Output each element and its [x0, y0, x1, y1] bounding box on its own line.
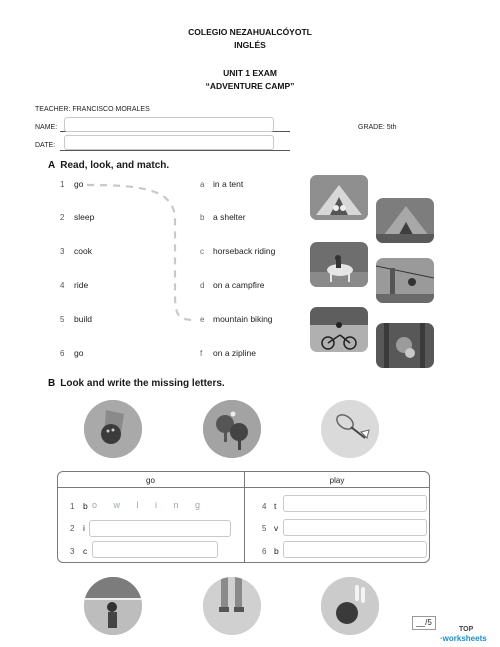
option-text: a shelter — [213, 212, 246, 222]
option-letter: f — [200, 349, 203, 358]
teacher-label: TEACHER: FRANCISCO MORALES — [35, 106, 150, 113]
badminton-circle-image — [321, 400, 379, 458]
answer-field-6[interactable] — [283, 541, 427, 558]
item-word: go — [74, 179, 84, 189]
item-number: 1 — [60, 180, 65, 189]
example-match-line — [85, 180, 205, 330]
brand-bottom: ·worksheets — [440, 634, 487, 643]
option-letter: a — [200, 180, 205, 189]
tent-photo — [310, 175, 368, 220]
date-field[interactable] — [64, 135, 274, 150]
item-number: 3 — [60, 247, 65, 256]
row-start-letter: t — [274, 501, 277, 511]
shelter-photo — [376, 198, 434, 243]
section-a-letter: A — [48, 160, 56, 171]
answer-field-2[interactable] — [89, 520, 231, 537]
zipline-photo — [376, 258, 434, 303]
item-word: ride — [74, 280, 89, 290]
row-start-letter: b — [83, 501, 88, 511]
horseback-photo — [310, 242, 368, 287]
brand-top: TOP — [459, 626, 474, 633]
option-text: horseback riding — [213, 246, 276, 256]
date-underline — [60, 150, 290, 151]
answer-field-4[interactable] — [283, 495, 427, 512]
option-text: in a tent — [213, 179, 244, 189]
row-start-letter: c — [83, 546, 88, 556]
unit-title: UNIT 1 EXAM — [223, 68, 277, 78]
item-number: 2 — [60, 213, 65, 222]
answer-field-3[interactable] — [92, 541, 218, 558]
brand-bottom-text: worksheets — [442, 634, 487, 643]
option-letter: e — [200, 315, 205, 324]
item-number: 5 — [60, 315, 65, 324]
bowling-ball-circle-image — [321, 577, 379, 635]
bowling-circle-image — [84, 400, 142, 458]
item-number: 6 — [60, 349, 65, 358]
item-number: 4 — [60, 281, 65, 290]
section-a-title: Read, look, and match. — [60, 160, 170, 171]
row-number: 4 — [262, 502, 267, 511]
campfire-photo — [376, 323, 434, 368]
biking-photo — [310, 307, 368, 352]
section-b-letter: B — [48, 378, 56, 389]
column-header-go: go — [146, 476, 155, 485]
ping-pong-circle-image — [203, 400, 261, 458]
option-letter: d — [200, 281, 205, 290]
item-word: go — [74, 348, 84, 358]
option-text: mountain biking — [213, 314, 273, 324]
item-word: sleep — [74, 212, 95, 222]
section-a-heading — [48, 160, 169, 171]
row-start-letter: b — [274, 546, 279, 556]
option-letter: b — [200, 213, 205, 222]
answer-field-5[interactable] — [283, 519, 427, 536]
name-label: NAME: — [35, 124, 58, 131]
row-number: 2 — [70, 524, 75, 533]
section-b-heading — [48, 378, 225, 389]
option-text: on a zipline — [213, 348, 257, 358]
tennis-circle-image — [84, 577, 142, 635]
column-header-play: play — [329, 476, 345, 485]
example-answer-hint: o w l i n g — [92, 500, 208, 510]
item-word: cook — [74, 246, 92, 256]
volleyball-circle-image — [203, 577, 261, 635]
option-text: on a campfire — [213, 280, 265, 290]
grade-label: GRADE: 5th — [358, 124, 397, 131]
school-name: COLEGIO NEZAHUALCÓYOTL — [188, 27, 312, 37]
row-start-letter: v — [274, 523, 279, 533]
row-number: 1 — [70, 502, 75, 511]
score-box: __/5 — [412, 616, 436, 630]
subject: INGLÉS — [234, 40, 266, 50]
date-label: DATE: — [35, 142, 56, 149]
item-word: build — [74, 314, 92, 324]
row-number: 3 — [70, 547, 75, 556]
row-number: 6 — [262, 547, 267, 556]
option-letter: c — [200, 247, 204, 256]
section-b-title: Look and write the missing letters. — [60, 378, 225, 389]
row-number: 5 — [262, 524, 267, 533]
name-field[interactable] — [64, 117, 274, 132]
exam-title: “ADVENTURE CAMP” — [205, 81, 295, 91]
row-start-letter: i — [83, 523, 85, 533]
